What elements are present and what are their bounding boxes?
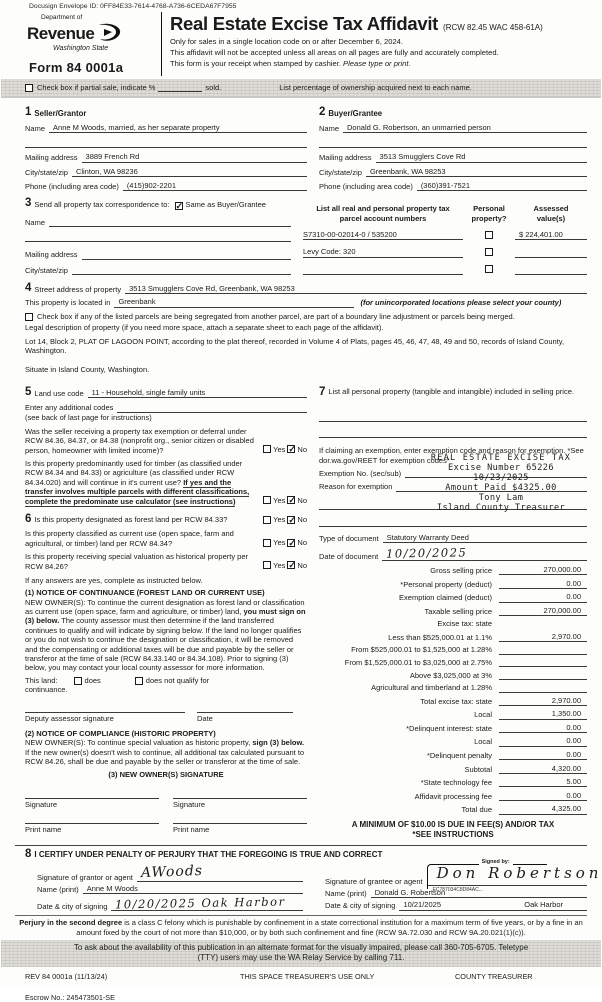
q4-yes-checkbox[interactable]	[263, 539, 271, 547]
tax-row-label: Total excise tax: state	[420, 696, 492, 706]
parcel-row	[303, 247, 587, 257]
buyer-phone-label: Phone (including area code)	[319, 181, 413, 191]
certify-statement: I CERTIFY UNDER PENALTY OF PERJURY THAT THE FOREGOING IS TRUE AND CORRECT	[34, 850, 383, 860]
seller-city-field: Clinton, WA 98236	[72, 167, 307, 177]
tax-row-value	[499, 658, 587, 667]
tax-row-label: Exemption claimed (deduct)	[399, 593, 492, 603]
seller-mailing-field: 3889 French Rd	[82, 152, 307, 162]
corr-city-field	[72, 266, 291, 275]
personal-property-checkbox-1[interactable]	[485, 231, 493, 239]
tax-row-value: 0.00	[499, 723, 587, 733]
land-use-code-field: 11 - Household, single family units	[88, 388, 307, 398]
tax-row-value: 4,325.00	[499, 804, 587, 814]
type-of-document-label: Type of document	[319, 533, 379, 543]
seller-phone-field: (415)902-2201	[123, 181, 307, 191]
tax-row-label: From $525,000.01 to $1,525,000 at 1.28%	[351, 645, 492, 655]
header-note-1: Only for sales in a single location code on or after December 6, 2024.	[170, 37, 404, 47]
tax-row-value: 2,970.00	[499, 632, 587, 642]
partial-sale-sold-label: sold.	[205, 82, 222, 92]
tax-row-label: Above $3,025,000 at 3%	[409, 670, 492, 680]
minimum-fee-note: A MINIMUM OF $10.00 IS DUE IN FEE(S) AND/OR TAX	[351, 819, 555, 829]
notice-continuance-body: NEW OWNER(S): To continue the current designation as forest land or classification as current use (open space, farm and agriculture, or timber) land, you must sign on (3) below. The county assessor must then determine if the land transferred continues to qualify and will indicate by signing below. If the land no longer qualifies or you do not wish to continue the designation or classification, it will be removed and the compensating or additional taxes will be due and payable by the seller or transferor at the time of sale (RCW 84.33.140 or 84.34.108). Prior to signing (3) below, you may contact your local county assessor for more information.	[25, 597, 306, 673]
segregated-text: Check box if any of the listed parcels are being segregated from another parcel, are part of a boundary line adjustment or parcels being merged.	[37, 311, 515, 321]
tax-row-value: 0.00	[499, 791, 587, 801]
date-of-document-label: Date of document	[319, 551, 379, 561]
located-in-label: This property is located in	[25, 298, 111, 308]
section-1-title: Seller/Grantor	[34, 109, 87, 119]
land-does-not-checkbox[interactable]	[135, 677, 143, 685]
grantee-name-print-label: Name (print)	[325, 889, 367, 899]
washington-state-label: Washington State	[53, 44, 109, 52]
reet-affidavit-page	[1, 0, 602, 1002]
form-title-rcw: (RCW 82.45 WAC 458-61A)	[443, 23, 543, 33]
type-of-document-field: Statutory Warranty Deed	[383, 533, 587, 543]
legal-description-text: Lot 14, Block 2, PLAT OF LAGOON POINT, according to the plat thereof, recorded in Volume 4 of Plats, pages 45, 46, 47, 48, 49 and 50, records of Island County, Washington.	[25, 336, 565, 355]
reason-exemption-label: Reason for exemption	[319, 482, 393, 492]
partial-sale-pct-field[interactable]	[158, 91, 202, 92]
tax-row-value	[499, 684, 587, 693]
buyer-phone-field: (360)391-7521	[417, 181, 587, 191]
tax-row-value: 0.00	[499, 750, 587, 760]
q4-no-checkbox[interactable]	[287, 539, 295, 547]
revenue-logo-icon	[96, 23, 122, 45]
tax-row-label: Taxable selling price	[424, 606, 492, 616]
see-instructions-note: *SEE INSTRUCTIONS	[412, 829, 494, 839]
tax-row-value: 270,000.00	[499, 606, 587, 616]
tax-row-value: 2,970.00	[499, 696, 587, 706]
section-7-number: 7	[319, 385, 326, 398]
seller-city-label: City/state/zip	[25, 167, 68, 177]
situate-text: Situate in Island County, Washington.	[25, 365, 150, 375]
q2-yes-checkbox[interactable]	[263, 496, 271, 504]
personal-property-line-2	[319, 428, 587, 438]
new-owners-signature-title: (3) NEW OWNER(S) SIGNATURE	[108, 770, 224, 780]
grantee-signing-block	[303, 859, 602, 911]
tax-row-label: From $1,525,000.01 to $3,025,000 at 2.75%	[344, 658, 492, 668]
if-any-yes-note: If any answers are yes, complete as instructed below.	[25, 575, 203, 585]
grantor-date-city-label: Date & city of signing	[37, 902, 108, 912]
additional-codes-note: (see back of last page for instructions)	[25, 412, 152, 422]
corr-name-extra-line	[25, 232, 291, 242]
reason-exemption-line-3	[319, 517, 587, 527]
owner-signature-line-2: Signature	[173, 798, 307, 809]
current-use-question: Is this property classified as current use (open space, farm and agricultural, or timber) land per RCW 84.34?	[25, 529, 234, 548]
grantee-date-city-field	[399, 900, 587, 910]
corr-city-label: City/state/zip	[25, 265, 68, 275]
buyer-city-field: Greenbank, WA 98253	[366, 167, 587, 177]
buyer-mailing-label: Mailing address	[319, 153, 372, 163]
tax-row-label: Local	[474, 737, 492, 747]
section-3-correspondence	[25, 198, 291, 275]
partial-sale-checkbox[interactable]	[25, 84, 33, 92]
tax-row-label: Total due	[461, 805, 492, 815]
notice-compliance-title: (2) NOTICE OF COMPLIANCE (HISTORIC PROPERTY)	[25, 728, 216, 738]
located-in-field: Greenbank	[114, 297, 354, 307]
deputy-assessor-signature-line: Deputy assessor signature	[25, 712, 185, 723]
buyer-mailing-field: 3513 Smugglers Cove Rd	[376, 152, 587, 162]
grantor-signature-label: Signature of grantor or agent	[37, 872, 133, 882]
reason-exemption-field	[396, 483, 587, 492]
tax-row-value: 0.00	[499, 592, 587, 602]
seller-mailing-label: Mailing address	[25, 153, 78, 163]
tax-row-label: Local	[474, 710, 492, 720]
assessed-value-field	[515, 248, 587, 258]
docusign-signature-id: EC787034C8D84AC...	[432, 886, 483, 893]
street-address-field: 3513 Smugglers Cove Rd, Greenbank, WA 98253	[125, 284, 587, 294]
section-6-number: 6	[25, 512, 32, 525]
personal-property-col-header: Personal property?	[471, 204, 507, 223]
deputy-date-line: Date	[197, 712, 293, 723]
grantee-signature: Don Robertson	[436, 864, 602, 883]
seller-phone-label: Phone (including area code)	[25, 181, 119, 191]
buyer-name-field: Donald G. Robertson, an unmarried person	[343, 123, 587, 133]
parcel-table	[291, 204, 587, 275]
section-3-label: Send all property tax correspondence to:	[34, 200, 170, 210]
date-of-document-field: 10/20/2025	[382, 546, 587, 561]
parcel-row	[303, 265, 587, 275]
land-does-checkbox[interactable]	[74, 677, 82, 685]
tax-row-value	[499, 646, 587, 655]
section-4-property	[1, 275, 601, 375]
grantee-date: 10/21/2025	[403, 900, 441, 910]
tax-row-value: 5.00	[499, 777, 587, 787]
parcel-number-field	[303, 265, 463, 275]
dept-of-label: Department of	[41, 14, 83, 22]
title-block	[161, 12, 591, 76]
continuance-label: continuance.	[25, 685, 68, 695]
docusign-signed-by-label: Signed by:	[479, 859, 513, 866]
form-header	[19, 12, 591, 76]
tax-row-value: 0.00	[499, 736, 587, 746]
tax-row-label: Less than $525,000.01 at 1.1%	[388, 632, 492, 642]
grantor-name-print-field: Anne M Woods	[83, 884, 303, 894]
personal-property-checkbox-3[interactable]	[485, 265, 493, 273]
parcel-number-field: S7310-00-02014-0 / 535200	[303, 230, 463, 240]
q3-yes-checkbox[interactable]	[263, 516, 271, 524]
reason-exemption-line-2	[319, 500, 587, 510]
q5-yes-checkbox[interactable]	[263, 561, 271, 569]
same-as-buyer-label: Same as Buyer/Grantee	[185, 200, 266, 210]
parcel-row	[303, 230, 587, 240]
rev-number: REV 84 0001a (11/13/24)	[25, 972, 108, 982]
tax-row-value: 4,320.00	[499, 764, 587, 774]
street-address-label: Street address of property	[34, 285, 122, 295]
treasurer-space-label: THIS SPACE TREASURER'S USE ONLY	[240, 972, 375, 982]
treasurer-stamp: REAL ESTATE EXCISE TAX Excise Number 65226 10/23/2025 Amount Paid $4325.00 Tony Lam Island County Treasurer	[430, 452, 572, 514]
owner-print-name-line-2: Print name	[173, 823, 307, 834]
section-8-number: 8	[25, 847, 32, 860]
partial-sale-label: Check box if partial sale, indicate %	[37, 82, 156, 92]
section-1-number: 1	[25, 106, 32, 119]
tax-row-label: Agricultural and timberland at 1.28%	[371, 683, 492, 693]
assessed-value-col-header: Assessed value(s)	[533, 204, 569, 223]
footer-row	[1, 967, 601, 981]
corr-name-field	[49, 218, 291, 227]
exemption-deferral-question: Was the seller receiving a property tax exemption or deferral under RCW 84.36, 84.37, or 84.38 (nonprofit org., senior citizen or disabled person, homeowner with limited income)?	[25, 426, 254, 455]
forest-land-question: Is this property designated as forest land per RCW 84.33?	[34, 514, 228, 524]
seller-name-field: Anne M Woods, married, as her separate property	[49, 123, 307, 133]
exemption-no-label: Exemption No. (sec/sub)	[319, 468, 402, 478]
land-use-code-label: Land use code	[34, 388, 84, 398]
tax-row-label: Excise tax: state	[437, 619, 492, 629]
ownership-note: List percentage of ownership acquired next to each name.	[279, 82, 472, 92]
tax-computation-table	[319, 565, 587, 815]
revenue-wordmark: Revenue	[27, 24, 95, 44]
q3-no-checkbox[interactable]	[287, 516, 295, 524]
corr-name-label: Name	[25, 217, 46, 227]
form-number: Form 84 0001a	[29, 59, 124, 75]
unincorporated-note: (for unincorporated locations please select your county)	[360, 298, 562, 308]
section-2-number: 2	[319, 106, 326, 119]
tax-row-label: Subtotal	[464, 764, 492, 774]
personal-property-line-1	[319, 412, 587, 422]
accessibility-notice: To ask about the availability of this publication in an alternate format for the visually impaired, please call 360-705-6705. Teletype (TTY) users may use the WA Relay Service by calling 711.	[1, 940, 601, 967]
section-7-personal-property	[307, 387, 587, 840]
buyer-city-label: City/state/zip	[319, 167, 362, 177]
tax-row-label: *Delinquent penalty	[426, 750, 492, 760]
grantee-signature-field	[427, 859, 602, 893]
tax-row-label: *Delinquent interest: state	[406, 723, 492, 733]
same-as-buyer-checkbox[interactable]	[175, 202, 183, 210]
tax-row-value: 0.00	[499, 579, 587, 589]
assessed-value-field: $ 224,401.00	[515, 230, 587, 240]
grantor-name-print-label: Name (print)	[37, 885, 79, 895]
form-title: Real Estate Excise Tax Affidavit	[170, 13, 439, 35]
tax-row-label: Affidavit processing fee	[414, 791, 492, 801]
tax-row-value: 270,000.00	[499, 565, 587, 575]
grantee-city: Oak Harbor	[524, 900, 563, 910]
grantee-date-city-label: Date & city of signing	[325, 901, 396, 911]
header-note-2: This affidavit will not be accepted unless all areas on all pages are fully and accurately completed.	[170, 48, 499, 58]
owner-print-name-line-1: Print name	[25, 823, 159, 834]
section-2-title: Buyer/Grantee	[328, 109, 383, 119]
county-treasurer-label: COUNTY TREASURER	[455, 972, 533, 982]
q5-no-checkbox[interactable]	[287, 561, 295, 569]
assessed-value-field	[515, 265, 587, 275]
personal-property-intro: List all personal property (tangible and intangible) included in selling price.	[328, 386, 574, 396]
notice-compliance-body: NEW OWNER(S): To continue special valuation as historic property, sign (3) below. If the new owner(s) doesn't wish to continue, all additional tax calculated pursuant to RCW 84.26, shall be due and payable by the seller or transferor at the time of sale.	[25, 738, 305, 766]
header-note-3: This form is your receipt when stamped by cashier. Please type or print.	[170, 59, 411, 69]
perjury-statement: Perjury in the second degree is a class C felony which is punishable by confinement in a state correctional institution for a maximum term of five years, or by a fine in an amount fixed by the court of not more than $10,000, or by both such confinement and fine (RCW 9A.72.030 and RCW 9A.20.021(1)(c)).	[19, 918, 583, 937]
seller-name-extra-line	[25, 138, 307, 148]
grantor-signing-block	[25, 862, 303, 911]
section-2-buyer	[307, 107, 587, 191]
tax-row-value	[499, 620, 587, 629]
personal-property-checkbox-2[interactable]	[485, 248, 493, 256]
section-5-number: 5	[25, 385, 32, 398]
additional-codes-field	[117, 404, 307, 413]
seller-name-label: Name	[25, 123, 46, 133]
partial-sale-band	[1, 79, 601, 98]
corr-mailing-field	[82, 251, 291, 260]
section-8-certification	[1, 846, 601, 912]
tax-row-label: *Personal property (deduct)	[400, 579, 492, 589]
escrow-number: Escrow No.: 245473501-SE	[25, 993, 116, 1002]
does-label: does	[84, 675, 101, 685]
historical-property-question: Is this property receiving special valuation as historical property per RCW 84.26?	[25, 552, 249, 571]
grantee-signature-label: Signature of grantee or agent	[325, 876, 423, 886]
section-6-designations: 6 Is this property designated as forest land per RCW 84.33? Yes ✓ No Is this property classified as current use (open space, farm and agricultural, or timber) land per RCW 84.34? Yes ✓ No Is this property receiving special valuation as historical property per RCW 84.26? Yes ✓ No If any answers are yes, complete as instructed below. (1) NOTICE OF CONTINUANCE (FOREST LAND OR CURRENT USE) NEW OWNER(S): To continue the current designation as forest land or classification as current use (open space, farm and agriculture, or timber) land, you must sign on (3) below. The county assessor must then determine if the land transferred continues to qualify and will indicate by signing below. If the land no longer qualifies or you do not wish to continue the designation or classification, it will be removed and the compensating or additional taxes will be due and payable by the seller or transferor at the time of sale (RCW 84.33.140 or 84.34.108). Prior to signing (3) below, you may contact your local county assessor for more information. This land: does does not qualify for continuance. Deputy assessor signature Date (2) NOTICE OF COMPLIANCE (HISTORIC PROPERTY) NEW OWNER(S): To continue special valuation as historic property, sign (3) below. If the new owner(s) doesn't wish to continue, all additional tax calculated pursuant to RCW 84.26, shall be due and payable by the seller or transferor at the time of sale. (3) NEW OWNER(S) SIGNATURE Signature Signature Print name Print name	[25, 514, 307, 835]
segregated-checkbox[interactable]	[25, 313, 33, 321]
this-land-label: This land:	[25, 675, 58, 685]
section-4-number: 4	[25, 281, 32, 294]
q1-no-checkbox[interactable]	[287, 445, 295, 453]
exemption-note: If claiming an exemption, enter exemption code and reason for exemption. *See dor.wa.gov/REET for exemption codes*	[319, 446, 584, 465]
q1-yes-checkbox[interactable]	[263, 445, 271, 453]
parcel-number-field: Levy Code: 320	[303, 247, 463, 257]
exemption-no-field	[405, 469, 587, 478]
owner-signature-line-1: Signature	[25, 798, 159, 809]
corr-mailing-label: Mailing address	[25, 250, 78, 260]
section-1-seller	[25, 107, 307, 191]
timber-agriculture-question: Is this property predominantly used for timber (as classified under RCW 84.34 and 84.33) or agriculture (as classified under RCW 84.34.020) and will continue in it's current use? If yes and the transfer involves multiple parcels with different classifications, complete the predominate use calculator (see instructions)	[25, 459, 250, 506]
legal-description-label: Legal description of property (if you need more space, attach a separate sheet to each page of the affidavit).	[25, 323, 384, 333]
does-not-label: does not qualify for	[145, 675, 210, 685]
section-3-number: 3	[25, 197, 32, 210]
q2-no-checkbox[interactable]	[287, 496, 295, 504]
tax-row-value	[499, 671, 587, 680]
parcel-col-header: List all real and personal property tax parcel account numbers	[316, 204, 450, 223]
notice-continuance-title: (1) NOTICE OF CONTINUANCE (FOREST LAND OR CURRENT USE)	[25, 588, 265, 598]
additional-codes-label: Enter any additional codes	[25, 403, 114, 413]
tax-row-label: Gross selling price	[430, 566, 492, 576]
section-5-land-use: 5 Land use code 11 - Household, single family units Enter any additional codes (see back of last page for instructions) Was the seller receiving a property tax exemption or deferral under RCW 84.36, 84.37, or 84.38 (nonprofit org., senior citizen or disabled person, homeowner with limited income)? Yes ✓ No Is this property predominantly used for timber (as classified under RCW 84.34 and 84.33) or agriculture (as classified under RCW 84.34.020) and will continue in it's current use? If yes and the transfer involves multiple parcels with different classifications, complete the predominate use calculator (see instructions) Yes ✓ No	[25, 387, 307, 506]
docusign-envelope-id: Docusign Envelope ID: 0FF84E33-7614-4768-A736-6CEDA67F7955	[29, 3, 237, 10]
tax-row-value: 1,350.00	[499, 709, 587, 719]
tax-row-label: *State technology fee	[420, 778, 492, 788]
grantor-signature-field: AWoods	[137, 864, 303, 883]
grantor-date-city-field: 10/20/2025 Oak Harbor	[111, 896, 303, 911]
grantee-name-print-field: Donald G. Robertson	[371, 888, 587, 898]
buyer-name-extra-line	[319, 138, 587, 148]
buyer-name-label: Name	[319, 123, 340, 133]
dor-logo-block	[19, 12, 161, 76]
